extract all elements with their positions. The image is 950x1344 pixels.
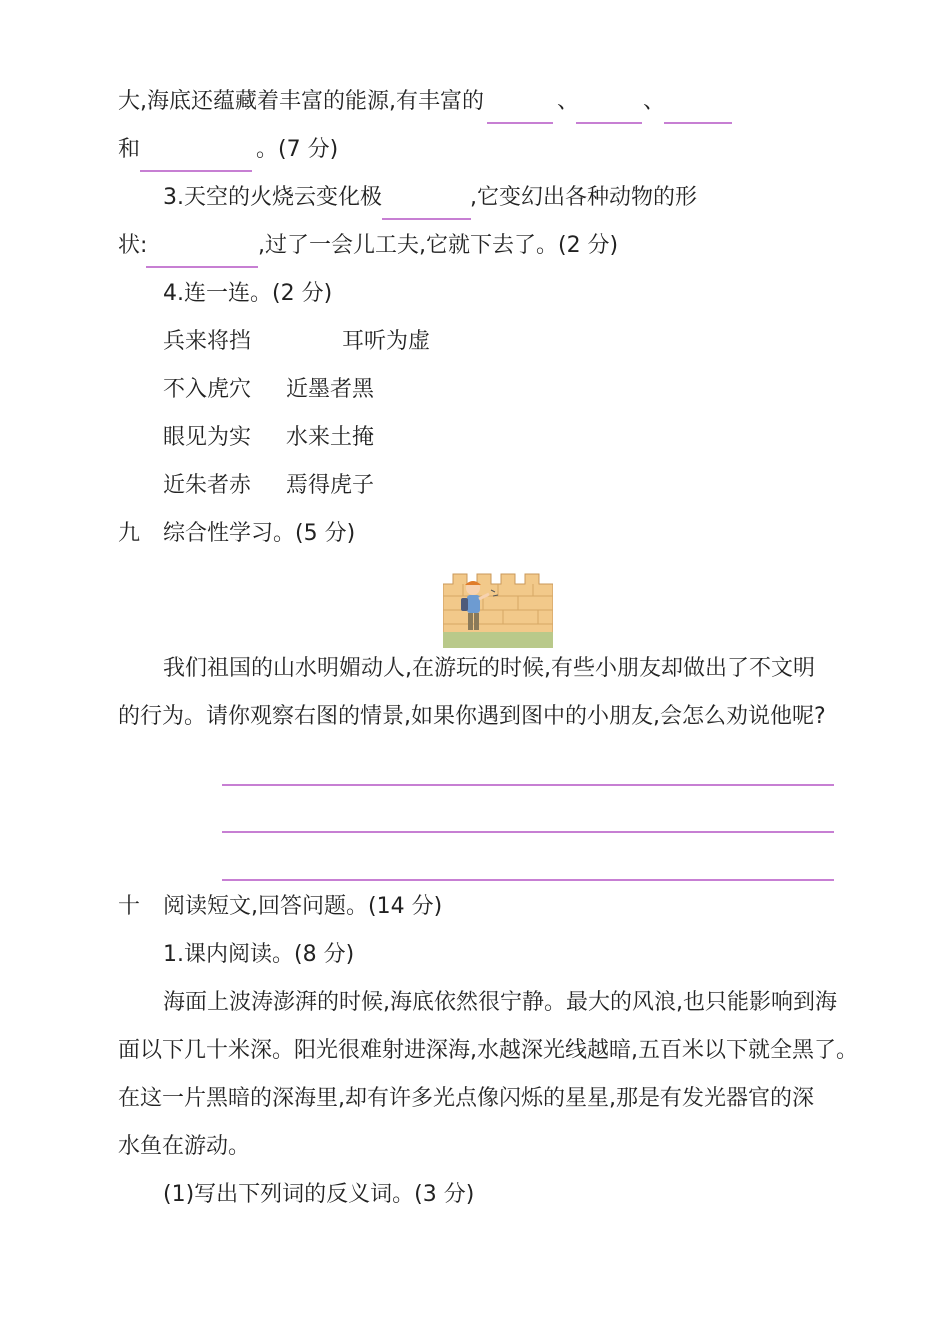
separator: 、: [643, 89, 666, 114]
section-9-title: 综合性学习。(5 分): [163, 521, 356, 546]
answer-blank[interactable]: [140, 170, 252, 172]
q3-3-line2-start: 状:: [118, 233, 148, 258]
section-9-para-line1: 我们祖国的山水明媚动人,在游玩的时候,有些小朋友却做出了不文明: [163, 656, 815, 681]
passage-line: 水鱼在游动。: [118, 1134, 251, 1159]
boy-writing-on-wall-image: [443, 570, 553, 648]
writing-line[interactable]: [222, 879, 834, 881]
match-left-item[interactable]: 不入虎穴: [163, 377, 252, 402]
match-left-item[interactable]: 眼见为实: [163, 425, 252, 450]
writing-line[interactable]: [222, 784, 834, 786]
match-left-item[interactable]: 兵来将挡: [163, 329, 252, 354]
section-10-number: 十: [118, 894, 141, 919]
q3-line1: 大,海底还蕴藏着丰富的能源,有丰富的: [118, 89, 484, 114]
match-right-item[interactable]: 水来土掩: [286, 425, 375, 450]
passage-line: 面以下几十米深。阳光很难射进深海,水越深光线越暗,五百米以下就全黑了。: [118, 1038, 858, 1063]
section-10-title: 阅读短文,回答问题。(14 分): [163, 894, 443, 919]
q3-line2-start: 和: [118, 137, 141, 162]
separator: 、: [557, 89, 580, 114]
section-10-q1: (1)写出下列词的反义词。(3 分): [163, 1182, 475, 1207]
section-10-sub1: 1.课内阅读。(8 分): [163, 942, 355, 967]
writing-line[interactable]: [222, 831, 834, 833]
answer-blank[interactable]: [576, 122, 642, 124]
match-left-item[interactable]: 近朱者赤: [163, 473, 252, 498]
answer-blank[interactable]: [487, 122, 553, 124]
q3-3-line1-start: 3.天空的火烧云变化极: [163, 185, 382, 210]
passage-line: 在这一片黑暗的深海里,却有许多光点像闪烁的星星,那是有发光器官的深: [118, 1086, 814, 1111]
section-9-number: 九: [118, 521, 141, 546]
q3-3-line1-end: ,它变幻出各种动物的形: [470, 185, 697, 210]
great-wall-illustration: [443, 570, 553, 648]
answer-blank[interactable]: [664, 122, 732, 124]
q3-3-line2-end: ,过了一会儿工夫,它就下去了。(2 分): [258, 233, 619, 258]
q4-title: 4.连一连。(2 分): [163, 281, 333, 306]
match-right-item[interactable]: 焉得虎子: [286, 473, 375, 498]
match-right-item[interactable]: 耳听为虚: [342, 329, 431, 354]
answer-blank[interactable]: [146, 266, 258, 268]
passage-line: 海面上波涛澎湃的时候,海底依然很宁静。最大的风浪,也只能影响到海: [163, 990, 837, 1015]
match-right-item[interactable]: 近墨者黑: [286, 377, 375, 402]
answer-blank[interactable]: [382, 218, 471, 220]
section-9-para-line2: 的行为。请你观察右图的情景,如果你遇到图中的小朋友,会怎么劝说他呢?: [118, 704, 826, 729]
q3-line2-end: 。(7 分): [256, 137, 339, 162]
